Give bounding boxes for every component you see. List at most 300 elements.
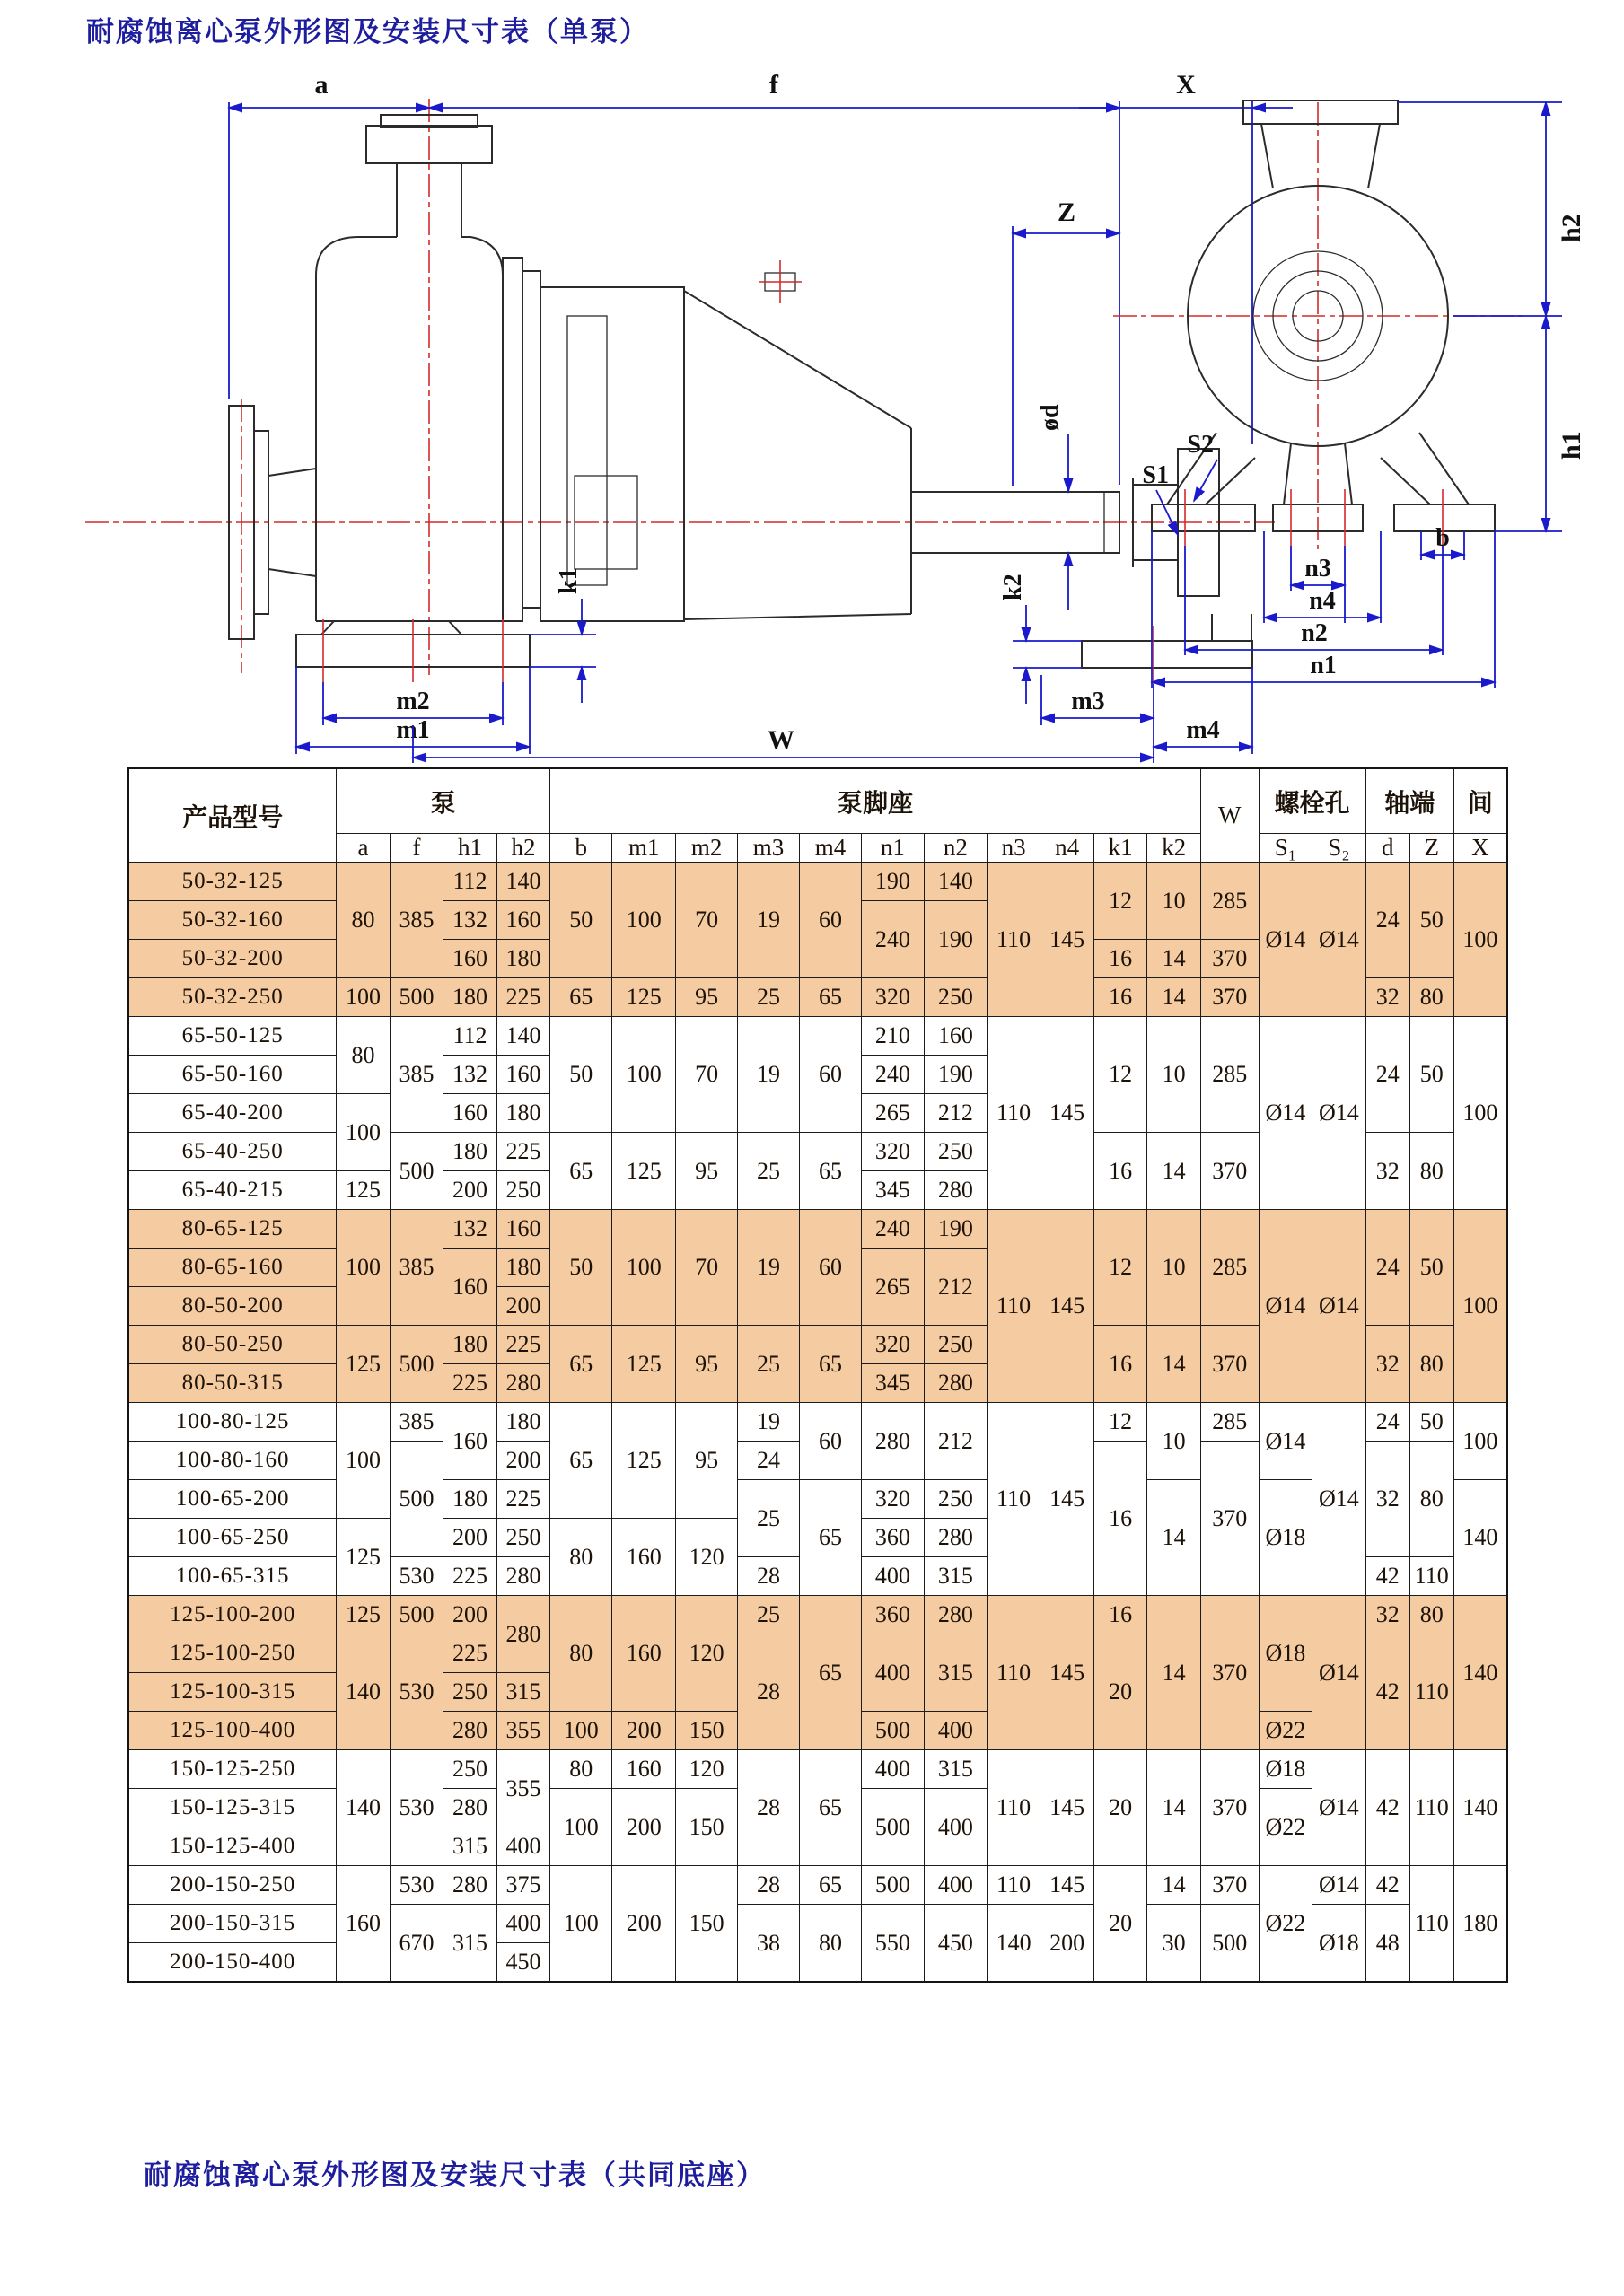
cell-k2: 14 [1147, 1596, 1201, 1750]
cell-n1: 240 [861, 901, 924, 978]
cell-W: 285 [1200, 1210, 1259, 1326]
cell-h2: 280 [496, 1557, 550, 1596]
cell-Z: 50 [1409, 1017, 1453, 1133]
pump-side-view [85, 70, 1293, 763]
cell-k1: 16 [1093, 1326, 1147, 1403]
cell-n4: 145 [1040, 863, 1094, 1017]
cell-n2: 212 [924, 1249, 987, 1326]
cell-n4: 145 [1040, 1017, 1094, 1210]
cell-b: 80 [550, 1596, 612, 1712]
cell-a: 140 [337, 1750, 391, 1866]
cell-m3: 19 [738, 1210, 800, 1326]
dim-label-f: f [769, 70, 778, 100]
cell-f: 530 [390, 1557, 443, 1596]
table-row [128, 1210, 1507, 1249]
cell-n1: 320 [861, 978, 924, 1017]
cell-m2: 120 [676, 1519, 738, 1596]
cell-h1: 112 [443, 863, 497, 901]
cell-m3: 28 [738, 1750, 800, 1866]
cell-b: 65 [550, 978, 612, 1017]
cell-n2: 280 [924, 1596, 987, 1634]
cell-h2: 200 [496, 1442, 550, 1480]
dim-label-m3: m3 [1071, 688, 1105, 715]
cell-Z: 80 [1409, 1596, 1453, 1634]
cell-h2: 280 [496, 1596, 550, 1673]
cell-a: 125 [337, 1171, 391, 1210]
cell-h2: 280 [496, 1364, 550, 1403]
cell-m2: 70 [676, 1017, 738, 1133]
dim-label-s2: S2 [1187, 431, 1214, 459]
cell-n2: 250 [924, 1480, 987, 1519]
cell-h1: 132 [443, 1210, 497, 1249]
cell-k2: 30 [1147, 1905, 1201, 1983]
cell-n1: 500 [861, 1789, 924, 1866]
header-col-h1: h1 [443, 834, 497, 863]
cell-a: 100 [337, 1210, 391, 1326]
cell-h2: 160 [496, 1210, 550, 1249]
cell-n1: 400 [861, 1557, 924, 1596]
cell-h1: 180 [443, 1133, 497, 1171]
cell-n2: 400 [924, 1789, 987, 1866]
dim-label-w: W [768, 725, 794, 755]
cell-h1: 160 [443, 1094, 497, 1133]
cell-m2: 150 [676, 1866, 738, 1983]
cell-k1: 16 [1093, 1596, 1147, 1634]
cell-k2: 14 [1147, 1133, 1201, 1210]
header-col-Z: Z [1409, 834, 1453, 863]
cell-m2: 95 [676, 1133, 738, 1210]
cell-S2: Ø18 [1312, 1905, 1366, 1983]
cell-h2: 180 [496, 1403, 550, 1442]
cell-b: 80 [550, 1750, 612, 1789]
cell-n2: 190 [924, 1210, 987, 1249]
cell-S2: Ø14 [1312, 1403, 1366, 1596]
cell-n2: 315 [924, 1557, 987, 1596]
cell-X: 100 [1453, 1017, 1507, 1210]
dim-label-a: a [314, 70, 329, 100]
cell-h1: 132 [443, 1056, 497, 1094]
cell-n4: 200 [1040, 1905, 1094, 1983]
cell-h2: 200 [496, 1287, 550, 1326]
cell-m3: 25 [738, 1480, 800, 1557]
cell-k2: 14 [1147, 978, 1201, 1017]
cell-h1: 225 [443, 1364, 497, 1403]
cell-f: 530 [390, 1866, 443, 1905]
cell-m1: 125 [612, 1326, 676, 1403]
dim-label-m2: m2 [396, 688, 430, 715]
header-model: 产品型号 [128, 768, 337, 863]
cell-S1: Ø18 [1259, 1596, 1312, 1712]
cell-n2: 400 [924, 1712, 987, 1750]
cell-X: 140 [1453, 1596, 1507, 1750]
footer-title: 耐腐蚀离心泵外形图及安装尺寸表（共同底座） [144, 2160, 766, 2191]
cell-h2: 225 [496, 1326, 550, 1364]
cell-h1: 280 [443, 1712, 497, 1750]
cell-h1: 250 [443, 1750, 497, 1789]
cell-h1: 315 [443, 1827, 497, 1866]
header-col-n1: n1 [861, 834, 924, 863]
cell-n2: 250 [924, 1133, 987, 1171]
dim-label-od: ød [1036, 404, 1064, 431]
cell-m3: 19 [738, 1017, 800, 1133]
model-cell: 100-65-200 [128, 1480, 337, 1519]
cell-m2: 95 [676, 978, 738, 1017]
cell-b: 50 [550, 863, 612, 978]
cell-b: 65 [550, 1133, 612, 1210]
cell-k1: 12 [1093, 1210, 1147, 1326]
header-col-k1: k1 [1093, 834, 1147, 863]
cell-m2: 120 [676, 1596, 738, 1712]
cell-n2: 315 [924, 1750, 987, 1789]
dim-label-m4: m4 [1186, 716, 1220, 744]
cell-Z: 110 [1409, 1750, 1453, 1866]
cell-h1: 280 [443, 1789, 497, 1827]
cell-n4: 145 [1040, 1866, 1094, 1905]
cell-m2: 70 [676, 863, 738, 978]
dim-label-k1: k1 [555, 567, 583, 594]
cell-n2: 280 [924, 1364, 987, 1403]
header-col-n2: n2 [924, 834, 987, 863]
cell-h2: 250 [496, 1519, 550, 1557]
cell-m3: 19 [738, 1403, 800, 1442]
cell-d: 32 [1365, 1326, 1409, 1403]
cell-h1: 180 [443, 978, 497, 1017]
cell-Z: 80 [1409, 1442, 1453, 1557]
cell-h2: 225 [496, 1480, 550, 1519]
cell-m1: 125 [612, 1133, 676, 1210]
cell-S2: Ø14 [1312, 1596, 1366, 1750]
cell-m1: 200 [612, 1712, 676, 1750]
cell-h1: 112 [443, 1017, 497, 1056]
table-body [128, 863, 1507, 1983]
cell-n1: 550 [861, 1905, 924, 1983]
cell-b: 65 [550, 1326, 612, 1403]
header-col-n3: n3 [987, 834, 1040, 863]
pump-front-view [1113, 101, 1586, 688]
cell-m1: 100 [612, 1017, 676, 1133]
cell-f: 530 [390, 1750, 443, 1866]
cell-k2: 10 [1147, 863, 1201, 940]
dim-label-x: X [1176, 70, 1196, 100]
cell-h2: 450 [496, 1943, 550, 1983]
cell-m2: 70 [676, 1210, 738, 1326]
cell-m3: 25 [738, 978, 800, 1017]
cell-m2: 150 [676, 1789, 738, 1866]
cell-S2: Ø14 [1312, 1210, 1366, 1403]
cell-Z: 50 [1409, 1210, 1453, 1326]
model-cell: 125-100-400 [128, 1712, 337, 1750]
cell-n2: 160 [924, 1017, 987, 1056]
cell-n3: 110 [987, 1017, 1040, 1210]
cell-h2: 140 [496, 1017, 550, 1056]
cell-n1: 360 [861, 1596, 924, 1634]
model-cell: 80-50-200 [128, 1287, 337, 1326]
cell-m4: 65 [800, 1133, 862, 1210]
cell-X: 100 [1453, 1403, 1507, 1480]
cell-W: 370 [1200, 1133, 1259, 1210]
cell-m3: 28 [738, 1866, 800, 1905]
header-col-a: a [337, 834, 391, 863]
cell-d: 24 [1365, 1210, 1409, 1326]
cell-f: 500 [390, 1442, 443, 1557]
cell-k1: 16 [1093, 978, 1147, 1017]
cell-a: 125 [337, 1596, 391, 1634]
dim-label-h2: h2 [1557, 214, 1586, 242]
model-cell: 65-40-250 [128, 1133, 337, 1171]
cell-n2: 280 [924, 1519, 987, 1557]
table-head [128, 768, 1507, 863]
model-cell: 125-100-200 [128, 1596, 337, 1634]
cell-m1: 200 [612, 1866, 676, 1983]
cell-k1: 12 [1093, 1017, 1147, 1133]
cell-m1: 125 [612, 1403, 676, 1519]
cell-S2: Ø14 [1312, 1866, 1366, 1905]
cell-m1: 100 [612, 863, 676, 978]
cell-h1: 200 [443, 1171, 497, 1210]
cell-h2: 355 [496, 1750, 550, 1827]
cell-f: 500 [390, 1326, 443, 1403]
header-w: W [1200, 768, 1259, 863]
cell-k1: 16 [1093, 1133, 1147, 1210]
table-row [128, 1596, 1507, 1634]
cell-f: 500 [390, 1133, 443, 1210]
cell-X: 100 [1453, 1210, 1507, 1403]
cell-h2: 225 [496, 978, 550, 1017]
cell-f: 670 [390, 1905, 443, 1983]
cell-a: 80 [337, 863, 391, 978]
cell-k2: 10 [1147, 1017, 1201, 1133]
cell-Z: 110 [1409, 1866, 1453, 1983]
cell-f: 385 [390, 1017, 443, 1133]
cell-h2: 250 [496, 1171, 550, 1210]
model-cell: 200-150-250 [128, 1866, 337, 1905]
cell-k2: 14 [1147, 1326, 1201, 1403]
cell-n2: 315 [924, 1634, 987, 1712]
cell-X: 140 [1453, 1480, 1507, 1596]
cell-h1: 225 [443, 1557, 497, 1596]
cell-h1: 200 [443, 1596, 497, 1634]
header-row-groups [128, 768, 1507, 834]
cell-k1: 20 [1093, 1750, 1147, 1866]
cell-n2: 450 [924, 1905, 987, 1983]
cell-b: 100 [550, 1866, 612, 1983]
cell-Z: 50 [1409, 1403, 1453, 1442]
cell-n2: 280 [924, 1171, 987, 1210]
model-cell: 65-50-125 [128, 1017, 337, 1056]
cell-h1: 315 [443, 1905, 497, 1983]
cell-m3: 19 [738, 863, 800, 978]
cell-d: 42 [1365, 1750, 1409, 1866]
model-cell: 80-65-125 [128, 1210, 337, 1249]
model-cell: 200-150-400 [128, 1943, 337, 1983]
cell-h2: 355 [496, 1712, 550, 1750]
dim-label-z: Z [1057, 197, 1076, 227]
cell-n1: 345 [861, 1364, 924, 1403]
cell-n1: 400 [861, 1634, 924, 1712]
cell-m3: 24 [738, 1442, 800, 1480]
dim-label-n1: n1 [1310, 652, 1337, 679]
header-bolt-group: 螺栓孔 [1259, 768, 1365, 834]
model-cell: 65-40-200 [128, 1094, 337, 1133]
cell-h1: 250 [443, 1673, 497, 1712]
cell-m3: 25 [738, 1133, 800, 1210]
cell-k1: 12 [1093, 1403, 1147, 1442]
cell-n2: 250 [924, 1326, 987, 1364]
header-col-k2: k2 [1147, 834, 1201, 863]
cell-h2: 180 [496, 1249, 550, 1287]
cell-f: 530 [390, 1634, 443, 1750]
dim-label-n2: n2 [1301, 619, 1328, 647]
cell-m1: 200 [612, 1789, 676, 1866]
dim-label-k2: k2 [999, 574, 1027, 600]
cell-X: 180 [1453, 1866, 1507, 1983]
dimension-table [127, 767, 1508, 1983]
header-pump-group: 泵 [337, 768, 550, 834]
cell-h1: 132 [443, 901, 497, 940]
table-row [128, 1403, 1507, 1442]
model-cell: 100-65-250 [128, 1519, 337, 1557]
cell-S1: Ø14 [1259, 1017, 1312, 1210]
cell-n4: 145 [1040, 1403, 1094, 1596]
header-col-h2: h2 [496, 834, 550, 863]
cell-k1: 12 [1093, 863, 1147, 940]
table-row [128, 863, 1507, 901]
cell-a: 140 [337, 1634, 391, 1750]
cell-h2: 375 [496, 1866, 550, 1905]
cell-m3: 28 [738, 1557, 800, 1596]
cell-m4: 60 [800, 1210, 862, 1326]
cell-m4: 65 [800, 1596, 862, 1750]
cell-m1: 160 [612, 1596, 676, 1712]
model-cell: 80-50-315 [128, 1364, 337, 1403]
cell-Z: 80 [1409, 1326, 1453, 1403]
header-foot-group: 泵脚座 [550, 768, 1201, 834]
cell-a: 80 [337, 1017, 391, 1094]
model-cell: 50-32-160 [128, 901, 337, 940]
cell-a: 100 [337, 978, 391, 1017]
cell-h2: 315 [496, 1673, 550, 1712]
header-gap-group: 间 [1453, 768, 1507, 834]
cell-n1: 500 [861, 1712, 924, 1750]
cell-f: 500 [390, 978, 443, 1017]
model-cell: 80-65-160 [128, 1249, 337, 1287]
header-col-m2: m2 [676, 834, 738, 863]
cell-h2: 225 [496, 1133, 550, 1171]
cell-n4: 145 [1040, 1750, 1094, 1866]
cell-m4: 65 [800, 1750, 862, 1866]
cell-f: 385 [390, 863, 443, 978]
header-col-m3: m3 [738, 834, 800, 863]
cell-X: 140 [1453, 1750, 1507, 1866]
cell-W: 370 [1200, 1866, 1259, 1905]
header-col-d: d [1365, 834, 1409, 863]
cell-d: 24 [1365, 1403, 1409, 1442]
cell-n2: 190 [924, 901, 987, 978]
cell-k1: 16 [1093, 1442, 1147, 1596]
cell-X: 100 [1453, 863, 1507, 1017]
cell-h1: 160 [443, 940, 497, 978]
cell-h2: 160 [496, 901, 550, 940]
model-cell: 150-125-250 [128, 1750, 337, 1789]
cell-n2: 190 [924, 1056, 987, 1094]
cell-h1: 180 [443, 1326, 497, 1364]
cell-k2: 14 [1147, 940, 1201, 978]
cell-h2: 160 [496, 1056, 550, 1094]
model-cell: 50-32-250 [128, 978, 337, 1017]
cell-n3: 140 [987, 1905, 1040, 1983]
cell-W: 370 [1200, 940, 1259, 978]
cell-h2: 140 [496, 863, 550, 901]
cell-h2: 400 [496, 1827, 550, 1866]
cell-f: 385 [390, 1210, 443, 1326]
cell-m4: 65 [800, 1866, 862, 1905]
dim-label-n4: n4 [1309, 587, 1336, 615]
cell-n4: 145 [1040, 1596, 1094, 1750]
cell-S1: Ø14 [1259, 1210, 1312, 1403]
model-cell: 125-100-315 [128, 1673, 337, 1712]
cell-k2: 10 [1147, 1403, 1201, 1480]
header-col-S₂: S₂ [1312, 834, 1366, 863]
dim-label-b: b [1435, 524, 1450, 552]
cell-S1: Ø18 [1259, 1480, 1312, 1596]
cell-m2: 95 [676, 1403, 738, 1519]
table-row [128, 1017, 1507, 1056]
table-row [128, 1480, 1507, 1519]
cell-n2: 212 [924, 1403, 987, 1480]
cell-f: 500 [390, 1596, 443, 1634]
cell-W: 285 [1200, 863, 1259, 940]
cell-h2: 180 [496, 940, 550, 978]
cell-n3: 110 [987, 863, 1040, 1017]
cell-Z: 80 [1409, 978, 1453, 1017]
cell-n1: 240 [861, 1210, 924, 1249]
model-cell: 80-50-250 [128, 1326, 337, 1364]
cell-Z: 50 [1409, 863, 1453, 978]
cell-W: 370 [1200, 978, 1259, 1017]
pump-outline-drawing [0, 47, 1624, 765]
cell-S1: Ø14 [1259, 1403, 1312, 1480]
cell-h2: 400 [496, 1905, 550, 1943]
cell-d: 32 [1365, 1442, 1409, 1557]
cell-m4: 65 [800, 1480, 862, 1596]
model-cell: 100-65-315 [128, 1557, 337, 1596]
cell-a: 100 [337, 1403, 391, 1519]
cell-h1: 225 [443, 1634, 497, 1673]
cell-n3: 110 [987, 1210, 1040, 1403]
cell-n1: 265 [861, 1249, 924, 1326]
cell-n1: 320 [861, 1133, 924, 1171]
cell-h1: 160 [443, 1403, 497, 1480]
cell-d: 42 [1365, 1634, 1409, 1750]
cell-S1: Ø22 [1259, 1712, 1312, 1750]
cell-m4: 65 [800, 978, 862, 1017]
cell-d: 42 [1365, 1866, 1409, 1905]
table-row [128, 1750, 1507, 1789]
table-row [128, 1866, 1507, 1905]
header-col-X: X [1453, 834, 1507, 863]
cell-Z: 80 [1409, 1133, 1453, 1210]
cell-n2: 400 [924, 1866, 987, 1905]
cell-k2: 14 [1147, 1750, 1201, 1866]
cell-S1: Ø22 [1259, 1789, 1312, 1866]
cell-S2: Ø14 [1312, 1750, 1366, 1866]
cell-d: 32 [1365, 1133, 1409, 1210]
cell-m1: 160 [612, 1519, 676, 1596]
cell-m2: 95 [676, 1326, 738, 1403]
cell-h2: 180 [496, 1094, 550, 1133]
cell-b: 80 [550, 1519, 612, 1596]
cell-n1: 320 [861, 1480, 924, 1519]
